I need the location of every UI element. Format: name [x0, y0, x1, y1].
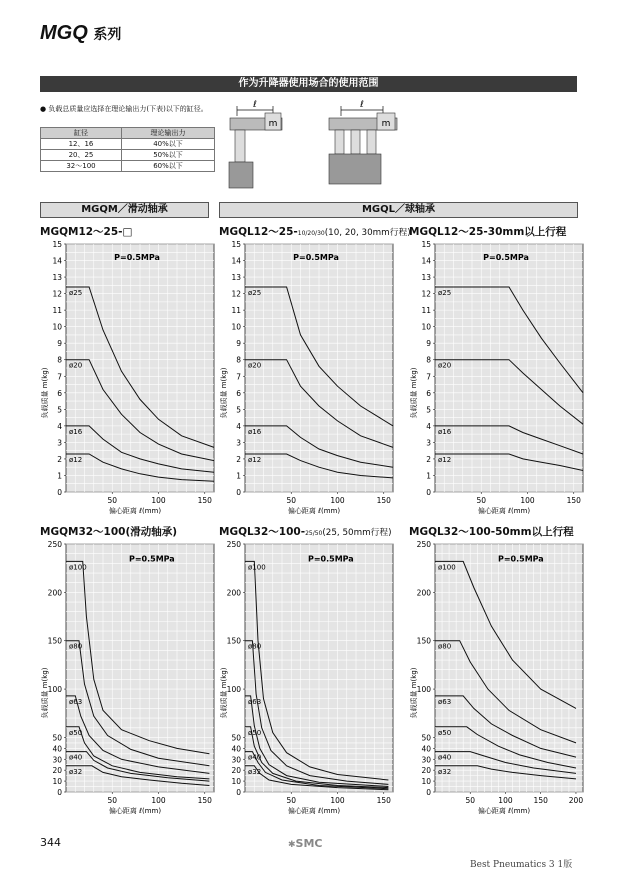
chart-title-5	[219, 524, 392, 539]
series-label: ø12	[248, 455, 262, 464]
pressure-label: P=0.5MPa	[128, 554, 175, 564]
x-tick-label: 50	[107, 496, 118, 505]
y-tick-label: 2	[57, 454, 62, 464]
series-label: ø100	[69, 563, 87, 572]
series-label: ø63	[69, 697, 83, 706]
y-tick-label: 6	[236, 388, 241, 398]
x-tick-label: 50	[107, 796, 118, 805]
y-tick-label: 6	[57, 388, 62, 398]
x-tick-label: 200	[568, 796, 584, 805]
x-axis-label: 偏心距离 ℓ(mm)	[477, 807, 531, 815]
x-tick-label: 100	[330, 796, 345, 805]
series-label: ø25	[248, 288, 262, 297]
load-chart-mgqm32-100	[40, 538, 220, 830]
x-tick-label: 150	[376, 496, 391, 505]
logo-text: SMC	[295, 837, 323, 850]
section-banner: 作为升降器使用场合的使用范围	[40, 76, 577, 92]
title-part: (10, 20, 30mm行程)	[324, 228, 411, 238]
y-tick-label: 7	[426, 372, 431, 382]
y-tick-label: 10	[421, 322, 431, 332]
y-tick-label: 12	[231, 289, 241, 299]
spec-table	[40, 127, 215, 172]
dim-label: ℓ	[360, 100, 364, 110]
y-tick-label: 11	[421, 306, 431, 316]
series-label: ø50	[69, 728, 83, 737]
y-tick-label: 0	[426, 788, 431, 797]
y-tick-label: 8	[426, 355, 431, 365]
y-tick-label: 200	[416, 588, 431, 598]
series-label: ø40	[69, 753, 83, 762]
y-tick-label: 6	[426, 388, 431, 398]
spec-cell: 32～100	[41, 161, 122, 172]
y-tick-label: 250	[416, 540, 431, 549]
pressure-label: P=0.5MPa	[114, 252, 160, 262]
y-axis-label: 负载质量 m(kg)	[220, 367, 228, 419]
cylinder-diagrams	[225, 96, 405, 192]
x-axis-label: 偏心距离 ℓ(mm)	[108, 507, 162, 515]
y-tick-label: 10	[52, 777, 62, 787]
spec-header-force: 理论输出力	[121, 128, 214, 139]
y-tick-label: 100	[47, 685, 62, 695]
series-label: ø63	[438, 697, 452, 706]
pressure-label: P=0.5MPa	[483, 252, 529, 262]
y-tick-label: 200	[226, 588, 241, 598]
stroke-fraction: 10/20/30	[297, 230, 325, 237]
series-label: ø80	[438, 642, 452, 651]
y-tick-label: 20	[231, 766, 241, 776]
y-tick-label: 150	[416, 636, 431, 646]
y-tick-label: 5	[426, 405, 431, 415]
y-tick-label: 5	[236, 405, 241, 415]
y-tick-label: 3	[236, 438, 241, 448]
x-axis-label: 偏心距离 ℓ(mm)	[287, 807, 341, 815]
y-tick-label: 250	[47, 540, 62, 549]
mass-label: m	[381, 119, 391, 129]
x-tick-label: 100	[330, 496, 345, 505]
y-tick-label: 20	[421, 766, 431, 776]
y-tick-label: 20	[52, 766, 62, 776]
y-tick-label: 0	[236, 788, 241, 797]
y-tick-label: 15	[421, 240, 431, 249]
y-axis-label: 负载质量 m(kg)	[410, 667, 418, 719]
y-tick-label: 1	[57, 471, 62, 481]
x-tick-label: 150	[376, 796, 391, 805]
y-tick-label: 250	[226, 540, 241, 549]
y-tick-label: 30	[231, 755, 241, 765]
smc-logo: ✱SMC	[288, 837, 323, 850]
y-tick-label: 10	[231, 777, 241, 787]
x-axis-label: 偏心距离 ℓ(mm)	[108, 807, 162, 815]
diagram-single	[229, 100, 282, 188]
y-tick-label: 9	[236, 339, 241, 349]
series-label: ø50	[248, 728, 262, 737]
y-tick-label: 13	[52, 273, 62, 283]
x-axis-label: 偏心距离 ℓ(mm)	[287, 507, 341, 515]
series-label: ø63	[248, 697, 262, 706]
x-tick-label: 50	[476, 496, 487, 505]
stroke-fraction: 25/50	[305, 530, 323, 537]
series-label: ø25	[438, 288, 452, 297]
y-tick-label: 0	[57, 788, 62, 797]
y-tick-label: 200	[47, 588, 62, 598]
y-tick-label: 13	[231, 273, 241, 283]
y-tick-label: 40	[52, 744, 62, 754]
chart-title-4: MGQM32～100(滑动轴承)	[40, 526, 178, 538]
series-label: ø16	[248, 427, 262, 436]
series-label: ø32	[69, 767, 83, 776]
y-tick-label: 50	[231, 733, 241, 743]
y-tick-label: 4	[57, 421, 62, 431]
y-tick-label: 15	[231, 240, 241, 249]
series-label: ø40	[248, 753, 262, 762]
load-chart-mgql32-100-short	[219, 538, 399, 830]
y-tick-label: 10	[421, 777, 431, 787]
spec-cell: 60%以下	[121, 161, 214, 172]
series-label: ø100	[248, 563, 266, 572]
chart-title-3: MGQL12～25-30mm以上行程	[409, 226, 567, 238]
x-tick-label: 150	[197, 796, 212, 805]
y-tick-label: 100	[416, 685, 431, 695]
spec-header-bore: 缸径	[41, 128, 122, 139]
series-name: MGQ	[40, 22, 88, 44]
y-tick-label: 30	[52, 755, 62, 765]
spec-cell: 12、16	[41, 139, 122, 150]
series-label: ø25	[69, 288, 83, 297]
y-axis-label: 负载质量 m(kg)	[41, 667, 49, 719]
x-tick-label: 150	[197, 496, 212, 505]
chart-title-2	[219, 224, 411, 239]
y-tick-label: 1	[236, 471, 241, 481]
section-mgqm: MGQM／滑动轴承	[40, 202, 209, 218]
load-chart-mgql12-25-long	[409, 238, 589, 518]
load-chart-mgqm12-25	[40, 238, 220, 518]
y-tick-label: 100	[226, 685, 241, 695]
y-tick-label: 14	[52, 256, 62, 266]
y-tick-label: 7	[236, 372, 241, 382]
y-tick-label: 0	[236, 488, 241, 497]
series-label: ø32	[438, 767, 452, 776]
y-tick-label: 3	[57, 438, 62, 448]
series-label: ø80	[248, 642, 262, 651]
y-tick-label: 2	[426, 454, 431, 464]
y-tick-label: 30	[421, 755, 431, 765]
y-tick-label: 11	[52, 306, 62, 316]
series-label: ø50	[438, 728, 452, 737]
y-tick-label: 9	[426, 339, 431, 349]
spec-cell: 20、25	[41, 150, 122, 161]
y-tick-label: 0	[426, 488, 431, 497]
y-tick-label: 12	[421, 289, 431, 299]
load-chart-mgql12-25-short	[219, 238, 399, 518]
y-axis-label: 负载质量 m(kg)	[410, 367, 418, 419]
series-label: ø16	[438, 427, 452, 436]
pressure-label: P=0.5MPa	[307, 554, 354, 564]
y-tick-label: 50	[421, 733, 431, 743]
title-part: (25, 50mm行程)	[322, 528, 392, 538]
y-tick-label: 4	[236, 421, 241, 431]
footer-edition: Best Pneumatics 3 1版	[470, 860, 573, 870]
series-label: ø20	[438, 361, 452, 370]
chart-title-6: MGQL32～100-50mm以上行程	[409, 526, 574, 538]
load-chart-mgql32-100-long	[409, 538, 589, 830]
y-tick-label: 4	[426, 421, 431, 431]
page-number: 344	[40, 836, 61, 849]
y-tick-label: 11	[231, 306, 241, 316]
series-suffix: 系列	[93, 27, 122, 43]
x-tick-label: 100	[498, 796, 513, 805]
y-tick-label: 8	[57, 355, 62, 365]
x-tick-label: 50	[286, 796, 297, 805]
x-tick-label: 100	[151, 496, 166, 505]
y-tick-label: 10	[52, 322, 62, 332]
y-tick-label: 14	[421, 256, 431, 266]
y-tick-label: 13	[421, 273, 431, 283]
plot-area	[435, 544, 583, 792]
y-tick-label: 50	[52, 733, 62, 743]
y-axis-label: 负载质量 m(kg)	[41, 367, 49, 419]
spec-cell: 50%以下	[121, 150, 214, 161]
y-tick-label: 15	[52, 240, 62, 249]
x-tick-label: 100	[151, 796, 166, 805]
y-tick-label: 12	[52, 289, 62, 299]
y-tick-label: 8	[236, 355, 241, 365]
y-tick-label: 5	[57, 405, 62, 415]
x-tick-label: 150	[533, 796, 548, 805]
y-tick-label: 1	[426, 471, 431, 481]
series-label: ø20	[69, 361, 83, 370]
title-part: MGQL32～100-	[219, 526, 306, 538]
series-label: ø40	[438, 753, 452, 762]
series-label: ø32	[248, 767, 262, 776]
pressure-label: P=0.5MPa	[293, 252, 339, 262]
page-header	[40, 22, 121, 45]
pressure-label: P=0.5MPa	[497, 554, 544, 564]
spec-cell: 40%以下	[121, 139, 214, 150]
y-tick-label: 14	[231, 256, 241, 266]
series-label: ø12	[438, 455, 452, 464]
title-part: MGQL12～25-	[219, 226, 298, 238]
x-tick-label: 50	[286, 496, 297, 505]
y-tick-label: 9	[57, 339, 62, 349]
series-label: ø16	[69, 427, 83, 436]
y-tick-label: 40	[231, 744, 241, 754]
y-axis-label: 负载质量 m(kg)	[220, 667, 228, 719]
series-label: ø80	[69, 642, 83, 651]
series-label: ø12	[69, 455, 83, 464]
x-tick-label: 100	[520, 496, 535, 505]
y-tick-label: 150	[47, 636, 62, 646]
x-tick-label: 150	[566, 496, 581, 505]
y-tick-label: 3	[426, 438, 431, 448]
x-axis-label: 偏心距离 ℓ(mm)	[477, 507, 531, 515]
chart-title-1: MGQM12～25-□	[40, 226, 133, 238]
section-mgql: MGQL／球轴承	[219, 202, 578, 218]
y-tick-label: 40	[421, 744, 431, 754]
y-tick-label: 0	[57, 488, 62, 497]
x-tick-label: 50	[465, 796, 476, 805]
mass-label: m	[268, 119, 278, 129]
dim-label: ℓ	[253, 100, 257, 110]
y-tick-label: 150	[226, 636, 241, 646]
y-tick-label: 10	[231, 322, 241, 332]
diagram-triple	[329, 100, 397, 184]
y-tick-label: 2	[236, 454, 241, 464]
series-label: ø100	[438, 563, 456, 572]
selection-note: ● 负载总质量应选择在理论输出力(下表)以下的缸径。	[40, 105, 208, 113]
series-label: ø20	[248, 361, 262, 370]
y-tick-label: 7	[57, 372, 62, 382]
